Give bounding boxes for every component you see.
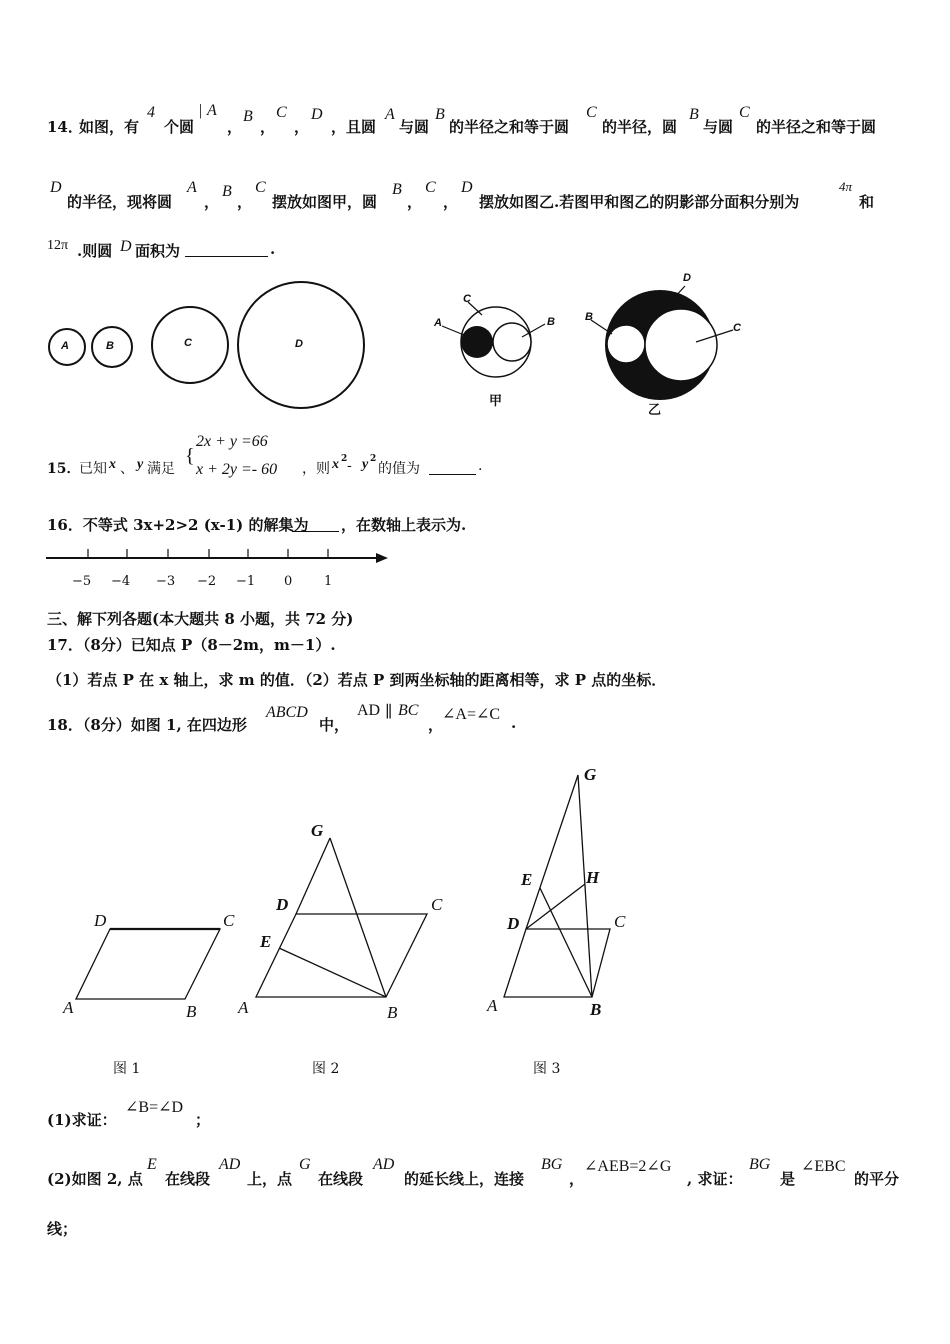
tick-label: −5 bbox=[72, 574, 92, 589]
tick-label: 0 bbox=[284, 574, 293, 589]
q18-part2-line2: 线； bbox=[47, 1220, 78, 1238]
jia-caption: 甲 bbox=[489, 394, 503, 409]
section-heading: 三、解下列各题(本大题共 8 小题，共 72 分) bbox=[47, 610, 354, 628]
fig2-parallelogram bbox=[256, 914, 427, 997]
q17-title: 17．（8分）已知点 P（8－2m，m－1）. bbox=[47, 636, 336, 654]
yi-caption: 乙 bbox=[648, 403, 662, 418]
fig3-caption: 图 3 bbox=[533, 1061, 561, 1077]
fig1-caption: 图 1 bbox=[113, 1061, 141, 1077]
q17-body: （1）若点 P 在 x 轴上，求 m 的值．（2）若点 P 到两坐标轴的距离相等，求 P 点的坐标． bbox=[47, 671, 667, 689]
equation-1: 2x + y =66 bbox=[196, 433, 268, 450]
fig2-caption: 图 2 bbox=[312, 1061, 340, 1077]
q14-number: 14． bbox=[47, 118, 83, 136]
fig1-parallelogram bbox=[76, 929, 220, 999]
equation-2: x + 2y =- 60 bbox=[196, 461, 278, 478]
tick-label: 1 bbox=[324, 574, 333, 589]
tick-label: −2 bbox=[197, 574, 217, 589]
tick-label: −3 bbox=[156, 574, 176, 589]
tick-label: −4 bbox=[111, 574, 131, 589]
fig3-parallelogram bbox=[504, 929, 610, 997]
tick-label: −1 bbox=[236, 574, 256, 589]
